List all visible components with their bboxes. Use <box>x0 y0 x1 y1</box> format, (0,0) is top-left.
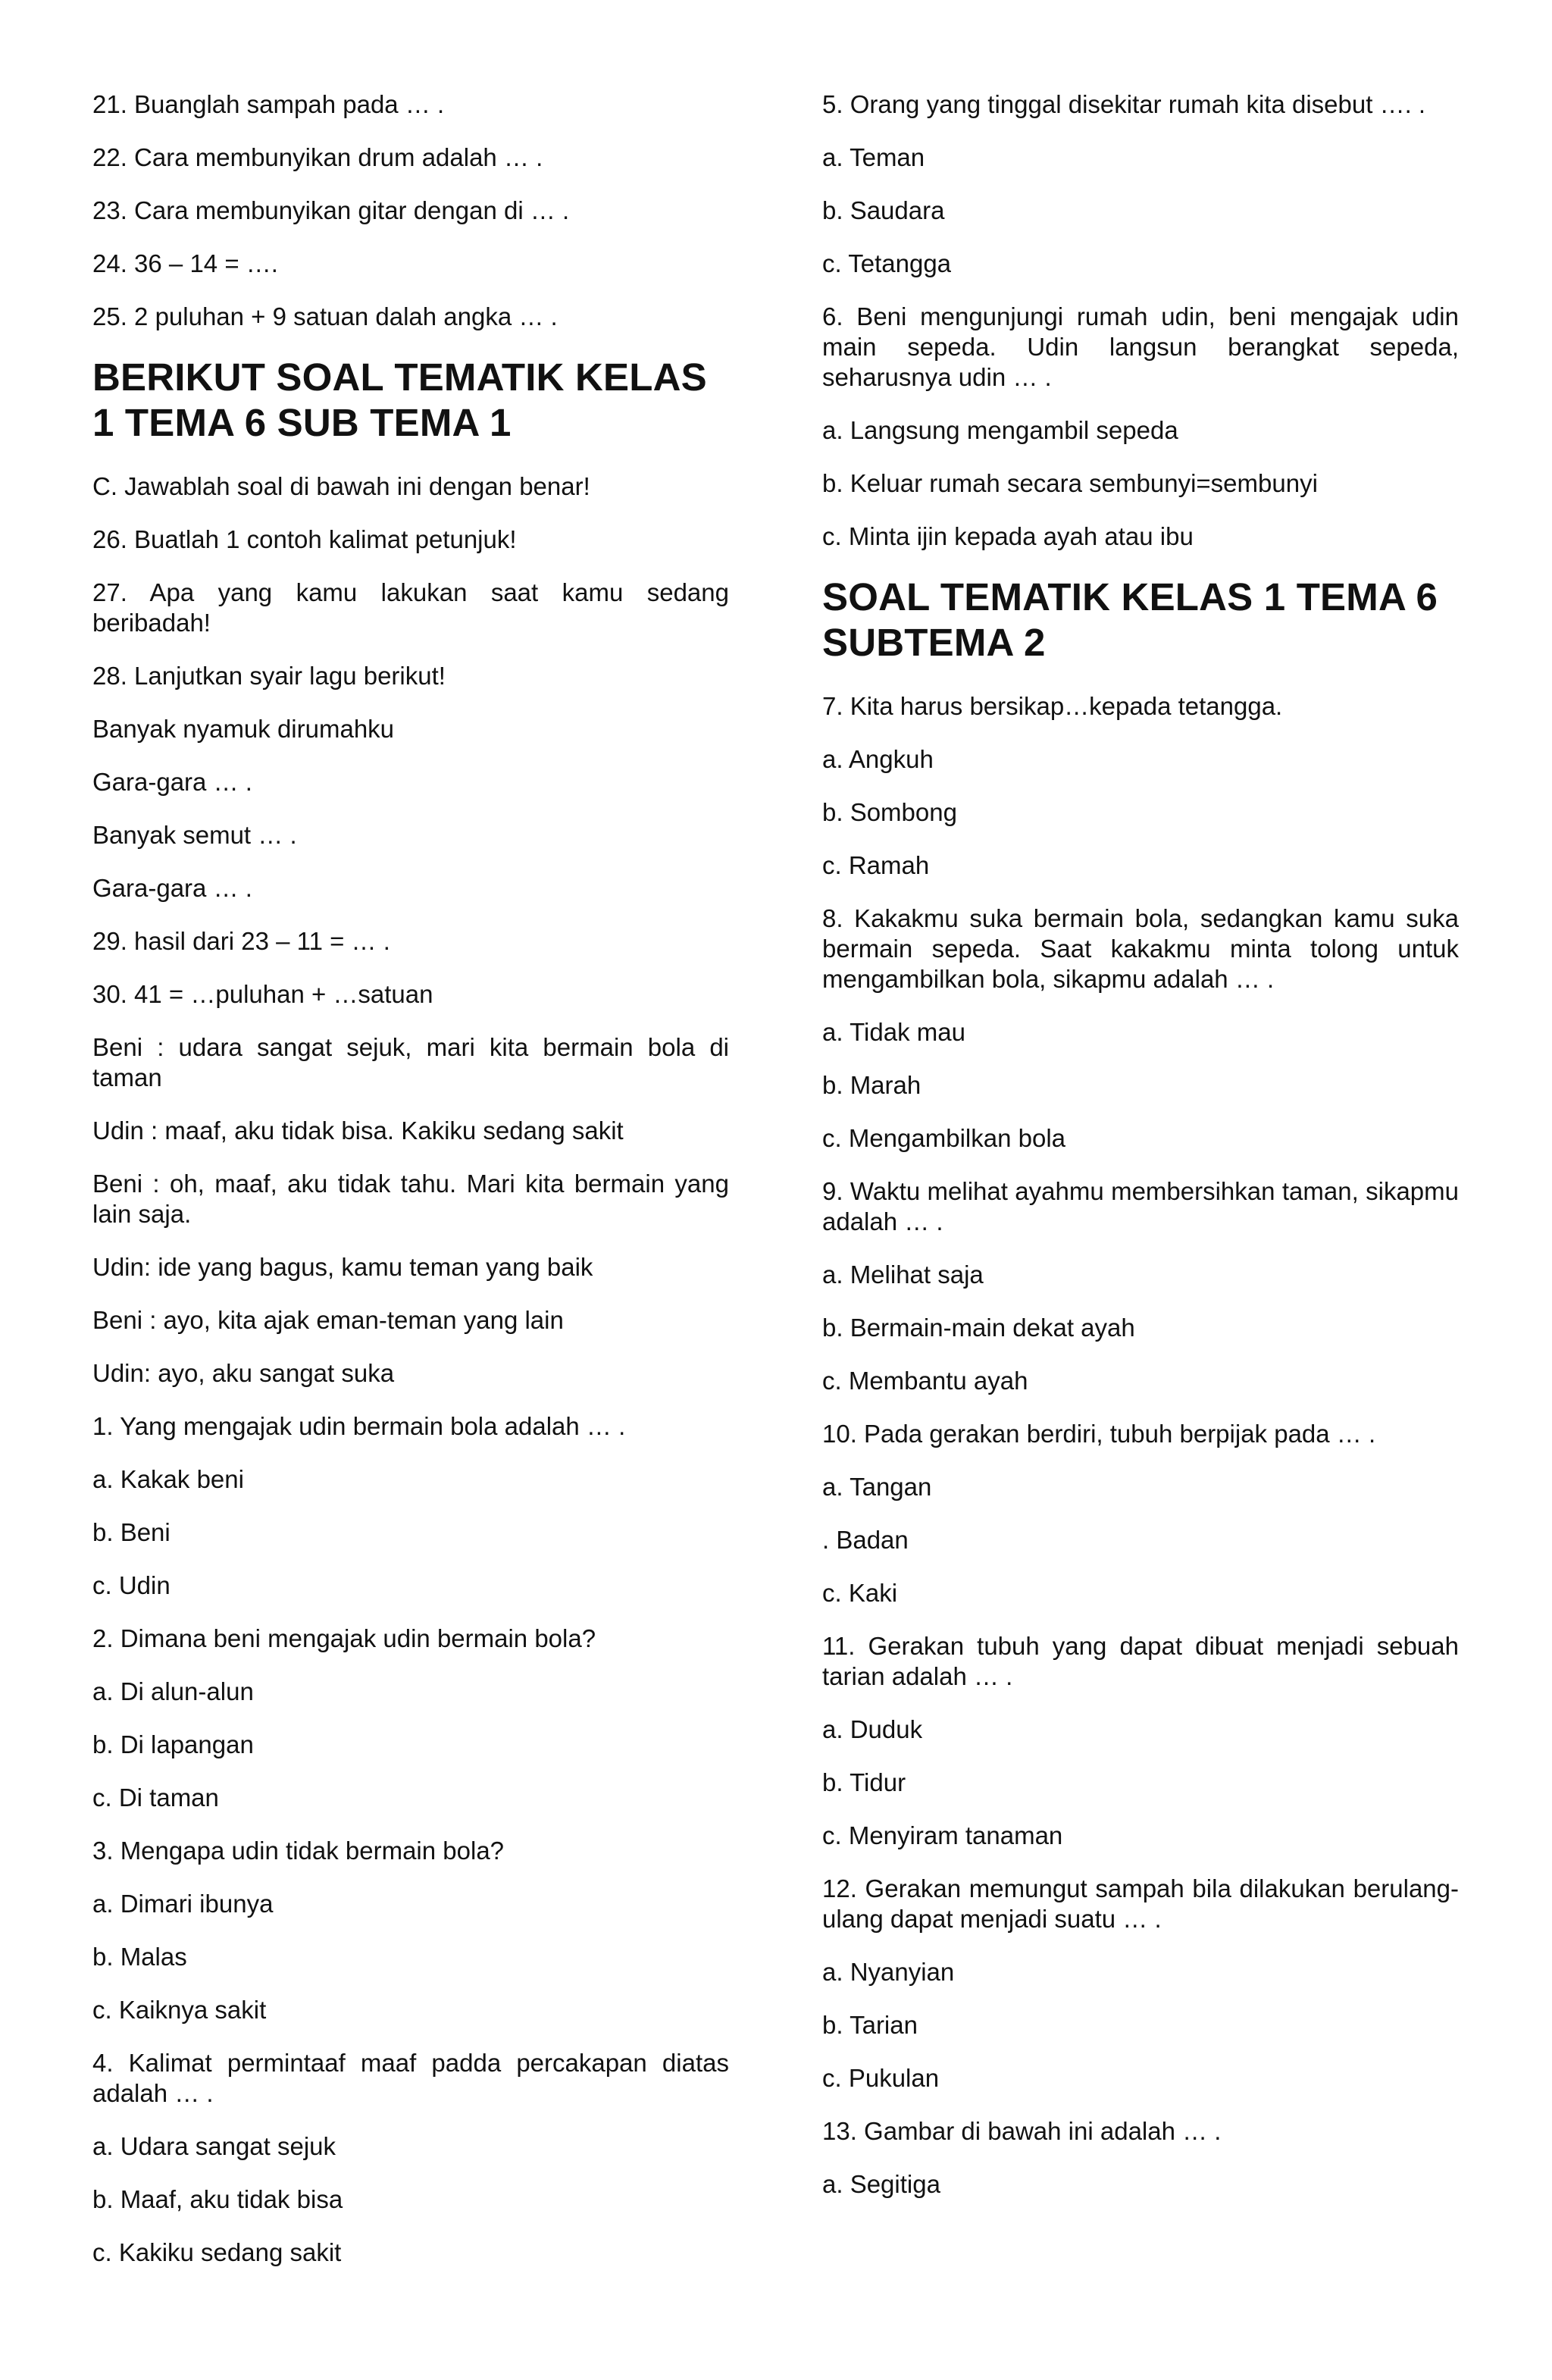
question-text: c. Kakiku sedang sakit <box>92 2238 342 2266</box>
right-column <box>822 89 1459 2222</box>
question-text: Gara-gara … . <box>92 874 252 902</box>
question-text: b. Tarian <box>822 2011 918 2039</box>
left-column <box>92 89 729 2291</box>
question-text: a. Teman <box>822 143 925 171</box>
question-text: 30. 41 = …puluhan + …satuan <box>92 980 433 1008</box>
question-text: 24. 36 – 14 = …. <box>92 249 278 277</box>
question-text: Banyak nyamuk dirumahku <box>92 715 395 743</box>
question-text: a. Tangan <box>822 1473 932 1501</box>
question-text: b. Di lapangan <box>92 1730 254 1758</box>
question-text: Beni : ayo, kita ajak eman-teman yang lain <box>92 1306 564 1334</box>
question-text: 7. Kita harus bersikap…kepada tetangga. <box>822 692 1283 720</box>
question-text: c. Membantu ayah <box>822 1367 1028 1395</box>
question-text: b. Keluar rumah secara sembunyi=sembunyi <box>822 469 1318 497</box>
question-text: 29. hasil dari 23 – 11 = … . <box>92 927 390 955</box>
question-text: 5. Orang yang tinggal disekitar rumah kita disebut …. . <box>822 90 1426 118</box>
question-text: Beni : oh, maaf, aku tidak tahu. Mari kita bermain yang lain saja. <box>92 1170 729 1228</box>
question-text: 28. Lanjutkan syair lagu berikut! <box>92 662 446 690</box>
question-text: a. Duduk <box>822 1715 923 1743</box>
question-text: Udin: ayo, aku sangat suka <box>92 1359 395 1387</box>
question-text: b. Tidur <box>822 1768 906 1796</box>
question-text: b. Maaf, aku tidak bisa <box>92 2185 343 2213</box>
question-text: 10. Pada gerakan berdiri, tubuh berpijak pada … . <box>822 1420 1376 1448</box>
question-text: 2. Dimana beni mengajak udin bermain bola? <box>92 1624 596 1652</box>
question-text: b. Bermain-main dekat ayah <box>822 1314 1135 1342</box>
question-text: b. Beni <box>92 1518 171 1546</box>
question-text: c. Mengambilkan bola <box>822 1124 1066 1152</box>
question-text: a. Nyanyian <box>822 1958 955 1986</box>
question-text: c. Kaki <box>822 1579 898 1607</box>
question-text: 23. Cara membunyikan gitar dengan di … . <box>92 196 570 224</box>
question-text: c. Ramah <box>822 851 930 879</box>
question-text: 6. Beni mengunjungi rumah udin, beni mengajak udin main sepeda. Udin langsun berangkat sepeda, seharusnya udin … . <box>822 302 1459 391</box>
question-text: b. Sombong <box>822 798 957 826</box>
question-text: a. Segitiga <box>822 2170 940 2198</box>
question-text: 11. Gerakan tubuh yang dapat dibuat menjadi sebuah tarian adalah … . <box>822 1632 1459 1690</box>
question-text: c. Menyiram tanaman <box>822 1821 1063 1849</box>
question-text: 26. Buatlah 1 contoh kalimat petunjuk! <box>92 525 517 553</box>
question-text: c. Tetangga <box>822 249 952 277</box>
section-heading: SOAL TEMATIK KELAS 1 TEMA 6 SUBTEMA 2 <box>822 575 1438 664</box>
question-text: Udin: ide yang bagus, kamu teman yang baik <box>92 1253 593 1281</box>
question-text: a. Angkuh <box>822 745 934 773</box>
question-text: b. Marah <box>822 1071 922 1099</box>
section-heading: BERIKUT SOAL TEMATIK KELAS 1 TEMA 6 SUB TEMA 1 <box>92 355 707 444</box>
question-text: a. Langsung mengambil sepeda <box>822 416 1178 444</box>
question-text: 27. Apa yang kamu lakukan saat kamu sedang beribadah! <box>92 578 729 637</box>
question-text: c. Kaiknya sakit <box>92 1996 267 2024</box>
question-text: 8. Kakakmu suka bermain bola, sedangkan kamu suka bermain sepeda. Saat kakakmu minta tolong untuk mengambilkan bola, sikapmu adalah … . <box>822 904 1459 993</box>
question-text: 25. 2 puluhan + 9 satuan dalah angka … . <box>92 302 558 330</box>
question-text: 4. Kalimat permintaaf maaf padda percakapan diatas adalah … . <box>92 2049 729 2107</box>
question-text: 21. Buanglah sampah pada … . <box>92 90 445 118</box>
question-text: a. Melihat saja <box>822 1260 984 1289</box>
question-text: Banyak semut … . <box>92 821 297 849</box>
question-text: 1. Yang mengajak udin bermain bola adalah … . <box>92 1412 626 1440</box>
question-text: c. Di taman <box>92 1783 219 1812</box>
question-text: b. Malas <box>92 1943 187 1971</box>
question-text: a. Di alun-alun <box>92 1677 254 1705</box>
question-text: Beni : udara sangat sejuk, mari kita bermain bola di taman <box>92 1033 729 1091</box>
question-text: 9. Waktu melihat ayahmu membersihkan taman, sikapmu adalah … . <box>822 1177 1459 1235</box>
question-text: 3. Mengapa udin tidak bermain bola? <box>92 1837 505 1865</box>
question-text: 12. Gerakan memungut sampah bila dilakukan berulang-ulang dapat menjadi suatu … . <box>822 1874 1459 1933</box>
question-text: a. Kakak beni <box>92 1465 244 1493</box>
question-text: a. Tidak mau <box>822 1018 965 1046</box>
question-text: C. Jawablah soal di bawah ini dengan benar! <box>92 472 590 500</box>
question-text: c. Pukulan <box>822 2064 940 2092</box>
question-text: 22. Cara membunyikan drum adalah … . <box>92 143 543 171</box>
question-text: c. Minta ijin kepada ayah atau ibu <box>822 522 1194 550</box>
question-text: Udin : maaf, aku tidak bisa. Kakiku sedang sakit <box>92 1116 624 1145</box>
question-text: a. Udara sangat sejuk <box>92 2132 336 2160</box>
question-text: Gara-gara … . <box>92 768 252 796</box>
question-text: 13. Gambar di bawah ini adalah … . <box>822 2117 1222 2145</box>
question-text: a. Dimari ibunya <box>92 1890 274 1918</box>
question-text: . Badan <box>822 1526 909 1554</box>
question-text: b. Saudara <box>822 196 945 224</box>
question-text: c. Udin <box>92 1571 171 1599</box>
